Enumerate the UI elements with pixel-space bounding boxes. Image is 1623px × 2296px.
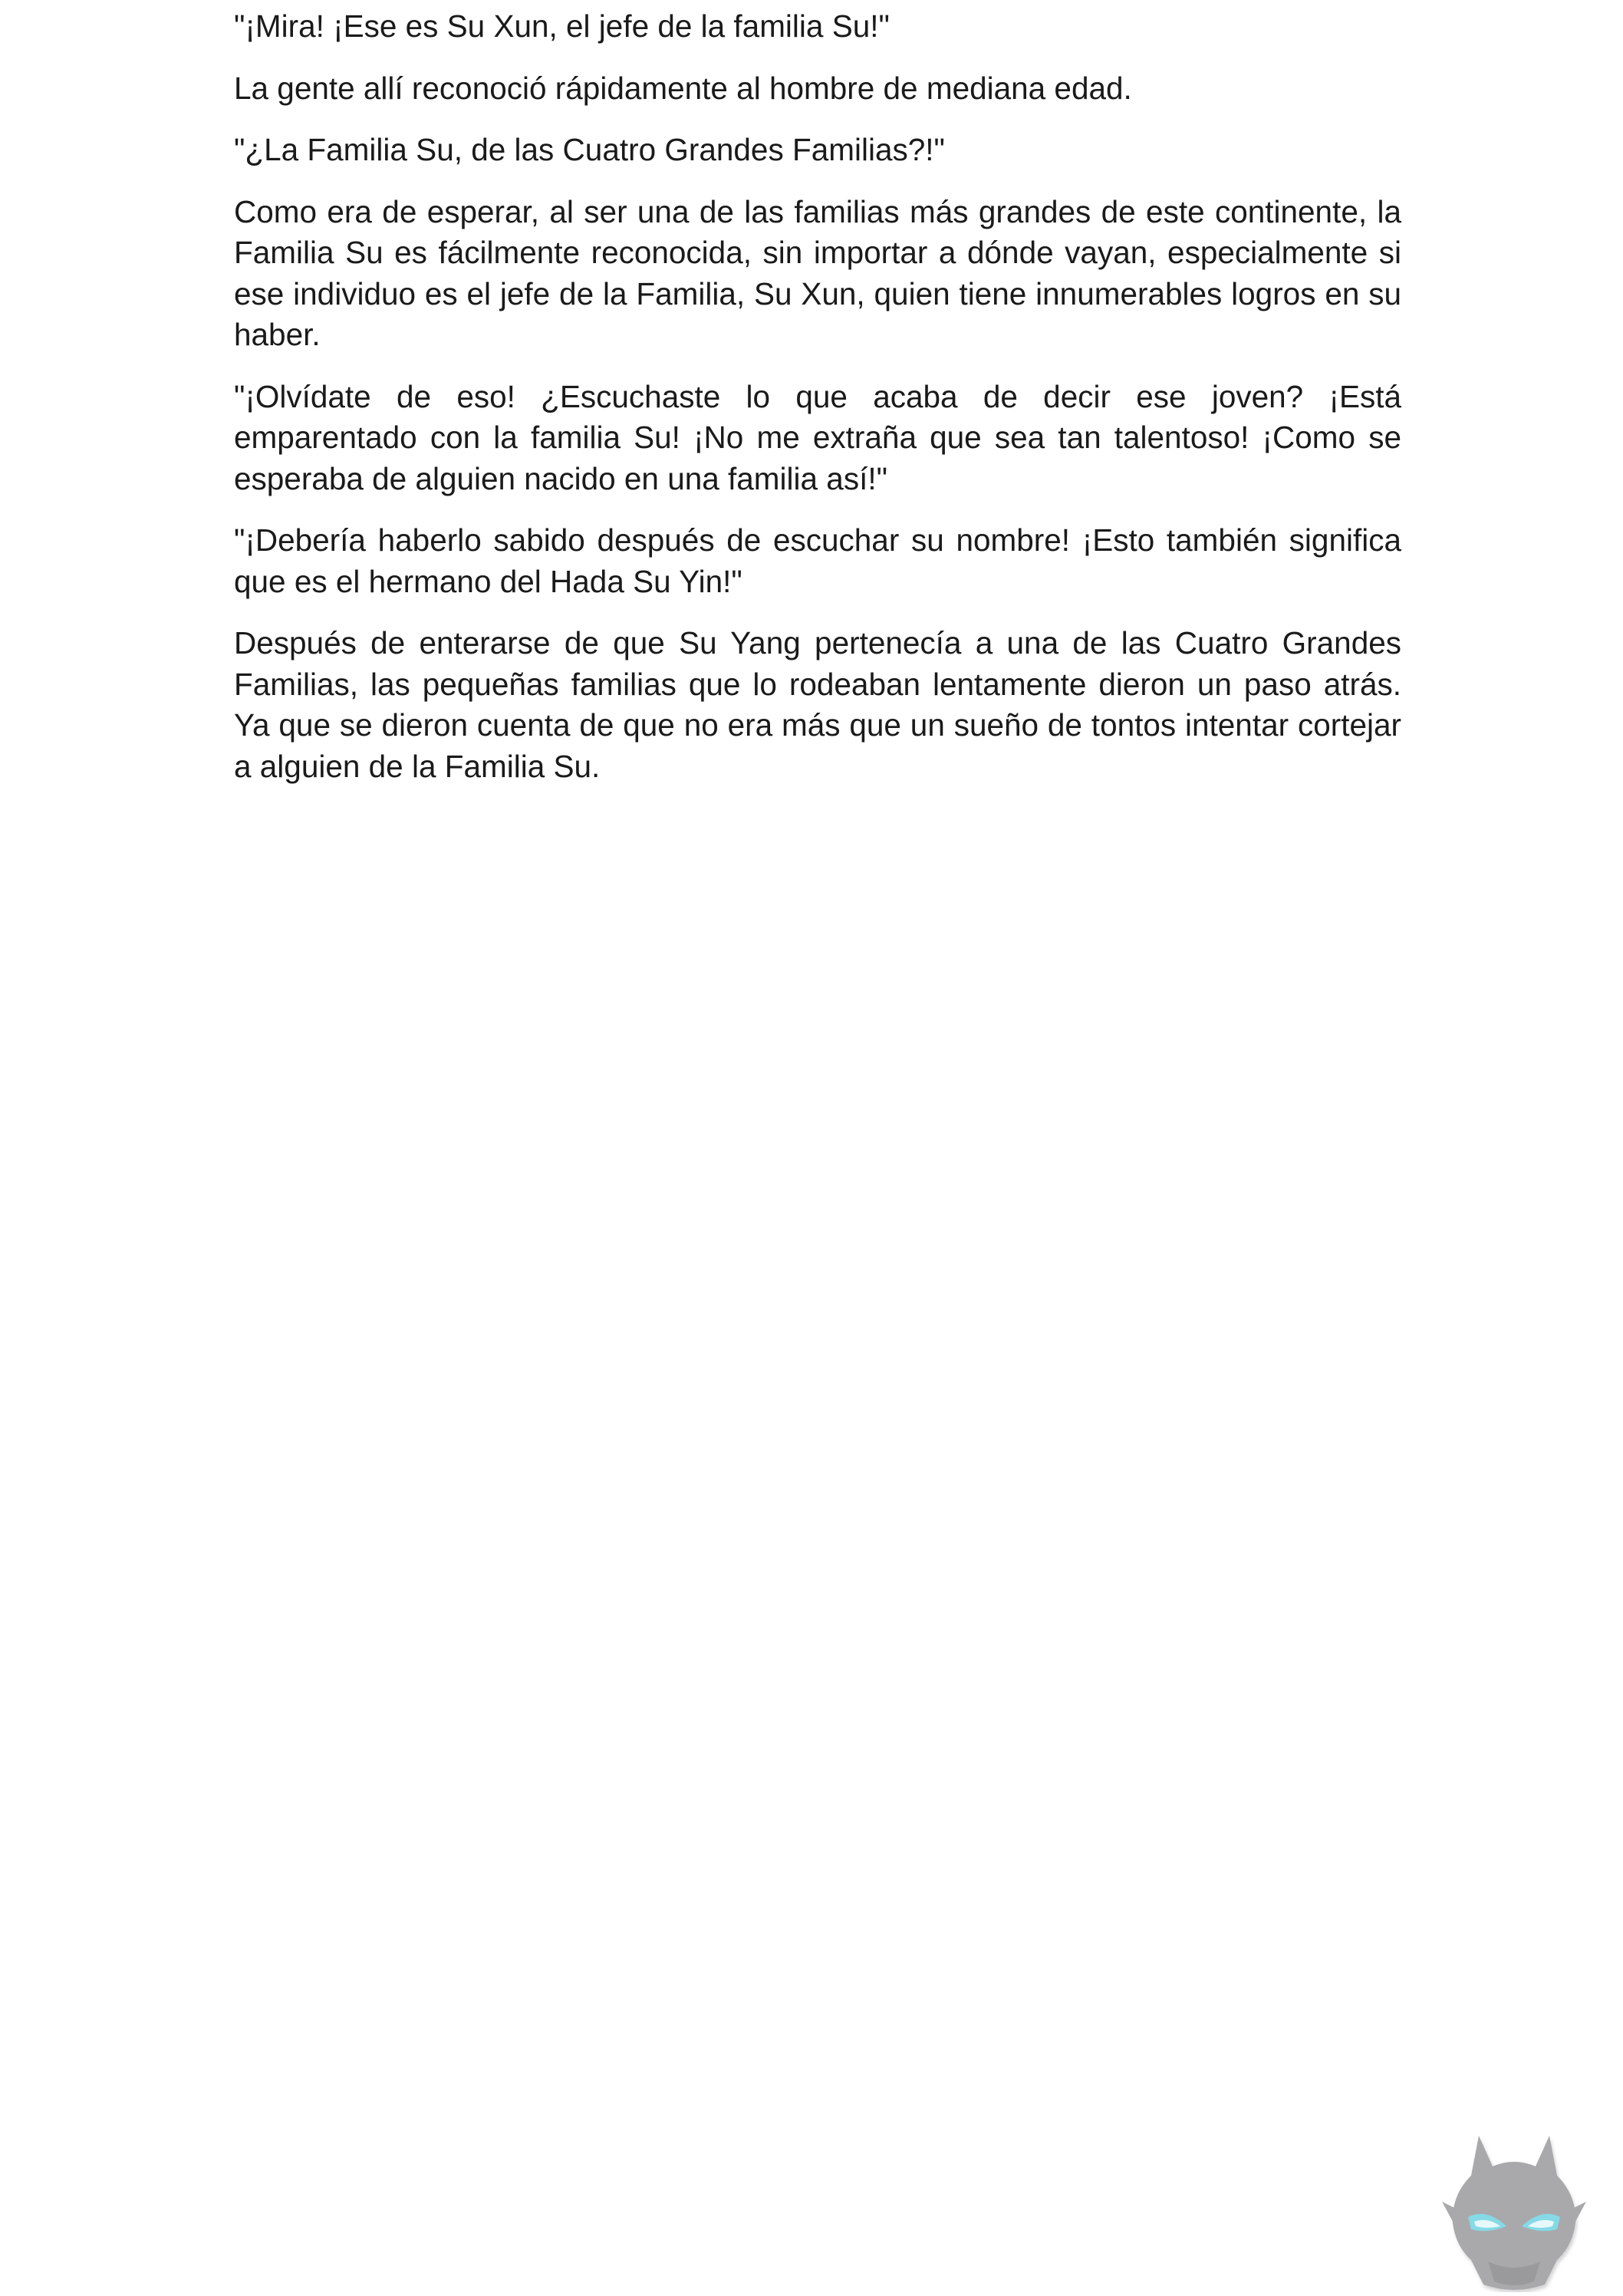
paragraph-2: La gente allí reconoció rápidamente al hombre de mediana edad. [234,70,1132,106]
paragraph-7: Después de enterarse de que Su Yang pertenecía a una de las Cuatro Grandes Familias, las pequeñas familias que lo rodeaban lentamente dieron un paso atrás. Ya que se dieron cuenta de que no era más que un sueño de tontos intentar cortejar a alguien de la Familia Su. [234,625,1401,784]
paragraph-4: Como era de esperar, al ser una de las familias más grandes de este continente, la Familia Su es fácilmente reconocida, sin importar a dónde vayan, especialmente si ese individuo es el jefe de la Familia, Su Xun, quien tiene innumerables logros en su haber. [234,193,1401,352]
document-body [234,6,1401,808]
paragraph-6: "¡Debería haberlo sabido después de escuchar su nombre! ¡Esto también significa que es el hermano del Hada Su Yin!" [234,522,1401,599]
demon-head-icon [1442,2131,1586,2292]
paragraph-3: "¿La Familia Su, de las Cuatro Grandes Familias?!" [234,132,945,167]
paragraph-1: "¡Mira! ¡Ese es Su Xun, el jefe de la familia Su!" [234,8,890,44]
paragraph-5: "¡Olvídate de eso! ¿Escuchaste lo que acaba de decir ese joven? ¡Está emparentado con la familia Su! ¡No me extraña que sea tan talentoso! ¡Como se esperaba de alguien nacido en una familia así!" [234,378,1401,496]
